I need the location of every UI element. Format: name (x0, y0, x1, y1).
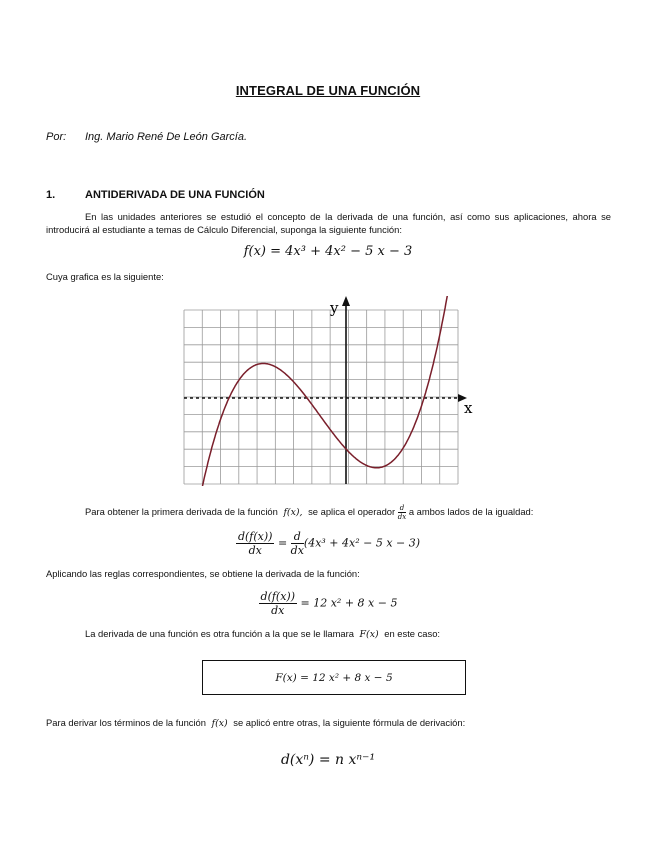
formula-sentence: Para derivar los términos de la función f(x) se aplicó entre otras, la siguiente fórmula de derivación: (46, 717, 466, 729)
derivative-sentence: Para obtener la primera derivada de la función f(x), se aplica el operador $\frac{d}{dx}$ a ambos lados de la igualdad: (85, 504, 534, 521)
function-graph (180, 296, 480, 486)
equation-f: f(x) = 4x³ + 4x² − 5 x − 3 (243, 244, 413, 259)
y-axis-arrow (342, 296, 350, 306)
x-axis-label: x (464, 399, 473, 417)
function-curve (182, 296, 453, 486)
intro-paragraph: En las unidades anteriores se estudió el concepto de la derivada de una función, así como sus aplicaciones, ahora se introducirá al estudiante a temas de Cálculo Diferencial, suponga la siguiente función: (46, 211, 611, 235)
author-label: Por: (46, 131, 67, 143)
equation-result: $\frac{d(f(x))}{dx}$ = 12 x² + 8 x − 5 (260, 590, 398, 617)
section-number: 1. (46, 189, 56, 201)
rules-sentence: Aplicando las reglas correspondientes, se obtiene la derivada de la función: (46, 568, 360, 579)
F-definition-sentence: La derivada de una función es otra función a la que se le llamara F(x) en este caso: (85, 628, 441, 640)
section-title: ANTIDERIVADA DE UNA FUNCIÓN (85, 189, 265, 201)
author-name: Ing. Mario René De León García. (85, 131, 248, 143)
derivation-formula: d(xⁿ) = n xⁿ⁻¹ (280, 752, 376, 768)
y-axis-label: y (330, 299, 339, 317)
graph-caption: Cuya grafica es la siguiente: (46, 271, 164, 282)
graph-grid (184, 310, 458, 484)
document-title: INTEGRAL DE UNA FUNCIÓN (235, 83, 421, 98)
equation-derivative: $\frac{d(f(x))}{dx}$ = $\frac{d}{dx}$ (4x³ + 4x² − 5 x − 3) (237, 530, 421, 557)
boxed-equation: F(x) = 12 x² + 8 x − 5 (202, 660, 466, 695)
operator-fraction: $\frac{d}{dx}$ (397, 504, 407, 521)
